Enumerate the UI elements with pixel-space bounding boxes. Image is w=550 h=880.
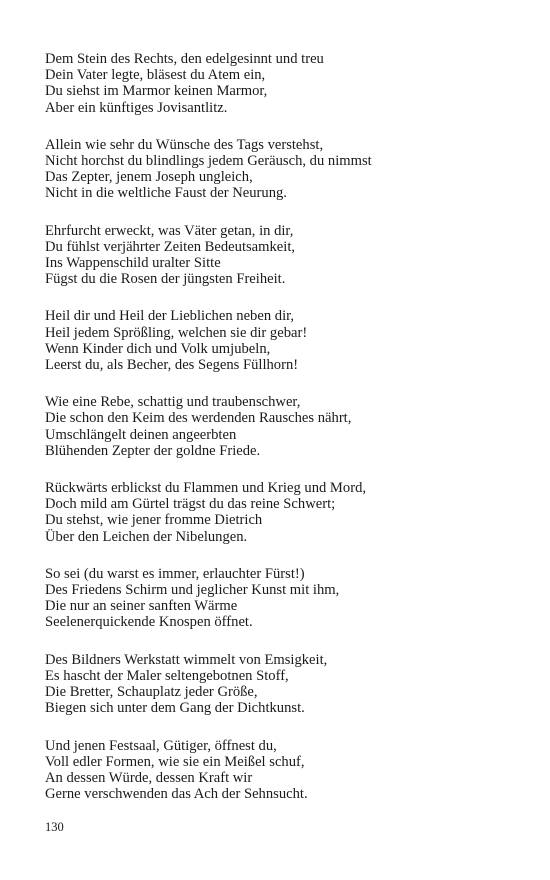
page-number: 130 <box>45 820 64 834</box>
poem-line: Fügst du die Rosen der jüngsten Freiheit. <box>45 271 286 288</box>
stanza-5 <box>45 394 525 459</box>
poem-line: Seelenerquickende Knospen öffnet. <box>45 614 253 631</box>
poem-line: Blühenden Zepter der goldne Friede. <box>45 442 261 459</box>
stanza-4 <box>45 308 525 373</box>
stanza-7 <box>45 566 525 631</box>
poem-line: Biegen sich unter dem Gang der Dichtkunst. <box>45 700 305 717</box>
poem-line: Ins Wappenschild uralter Sitte <box>45 255 221 272</box>
poem-line: Des Bildners Werkstatt wimmelt von Emsigkeit, <box>45 651 328 668</box>
poem-line: Du stehst, wie jener fromme Dietrich <box>45 512 263 529</box>
poem-line: Leerst du, als Becher, des Segens Füllhorn! <box>45 357 299 374</box>
poem-line: Wenn Kinder dich und Volk umjubeln, <box>45 340 271 357</box>
poem-line: Allein wie sehr du Wünsche des Tags verstehst, <box>45 136 324 153</box>
stanza-9 <box>45 738 525 803</box>
poem-line: Rückwärts erblickst du Flammen und Krieg und Mord, <box>45 480 367 497</box>
poem-line: Die nur an seiner sanften Wärme <box>45 598 238 615</box>
poem-line: Gerne verschwenden das Ach der Sehnsucht. <box>45 786 308 803</box>
poem-line: Aber ein künftiges Jovisantlitz. <box>45 99 228 116</box>
poem-line: Dein Vater legte, bläsest du Atem ein, <box>45 67 266 84</box>
poem-line: Du fühlst verjährter Zeiten Bedeutsamkeit, <box>45 238 296 255</box>
poem-body <box>45 51 525 823</box>
stanza-6 <box>45 480 525 545</box>
stanza-3 <box>45 223 525 288</box>
poem-line: An dessen Würde, dessen Kraft wir <box>45 769 253 786</box>
poem-line: Die Bretter, Schauplatz jeder Größe, <box>45 684 258 701</box>
poem-line: Ehrfurcht erweckt, was Väter getan, in dir, <box>45 222 294 239</box>
poem-line: Nicht horchst du blindlings jedem Geräusch, du nimmst <box>45 153 372 170</box>
poem-line: Es hascht der Maler seltengebotnen Stoff, <box>45 667 289 684</box>
poem-line: Heil dir und Heil der Lieblichen neben dir, <box>45 308 295 325</box>
poem-line: Dem Stein des Rechts, den edelgesinnt und treu <box>45 51 324 67</box>
poem-line: Du siehst im Marmor keinen Marmor, <box>45 83 268 100</box>
poem-line: Die schon den Keim des werdenden Rausches nährt, <box>45 410 352 427</box>
poem-line: Des Friedens Schirm und jeglicher Kunst mit ihm, <box>45 582 340 599</box>
poem-line: Doch mild am Gürtel trägst du das reine Schwert; <box>45 496 336 513</box>
poem-line: Heil jedem Sprößling, welchen sie dir gebar! <box>45 324 308 341</box>
poem-line: Das Zepter, jenem Joseph ungleich, <box>45 169 253 186</box>
poem-line: Nicht in die weltliche Faust der Neurung. <box>45 185 287 202</box>
poem-line: Über den Leichen der Nibelungen. <box>45 528 248 545</box>
stanza-8 <box>45 652 525 717</box>
stanza-2 <box>45 137 525 202</box>
poem-line: Und jenen Festsaal, Gütiger, öffnest du, <box>45 737 277 754</box>
poem-line: So sei (du warst es immer, erlauchter Fürst!) <box>45 565 305 582</box>
poem-line: Voll edler Formen, wie sie ein Meißel schuf, <box>45 753 305 770</box>
poem-line: Umschlängelt deinen angeerbten <box>45 426 237 443</box>
poem-line: Wie eine Rebe, schattig und traubenschwer, <box>45 394 301 411</box>
stanza-1 <box>45 51 525 116</box>
